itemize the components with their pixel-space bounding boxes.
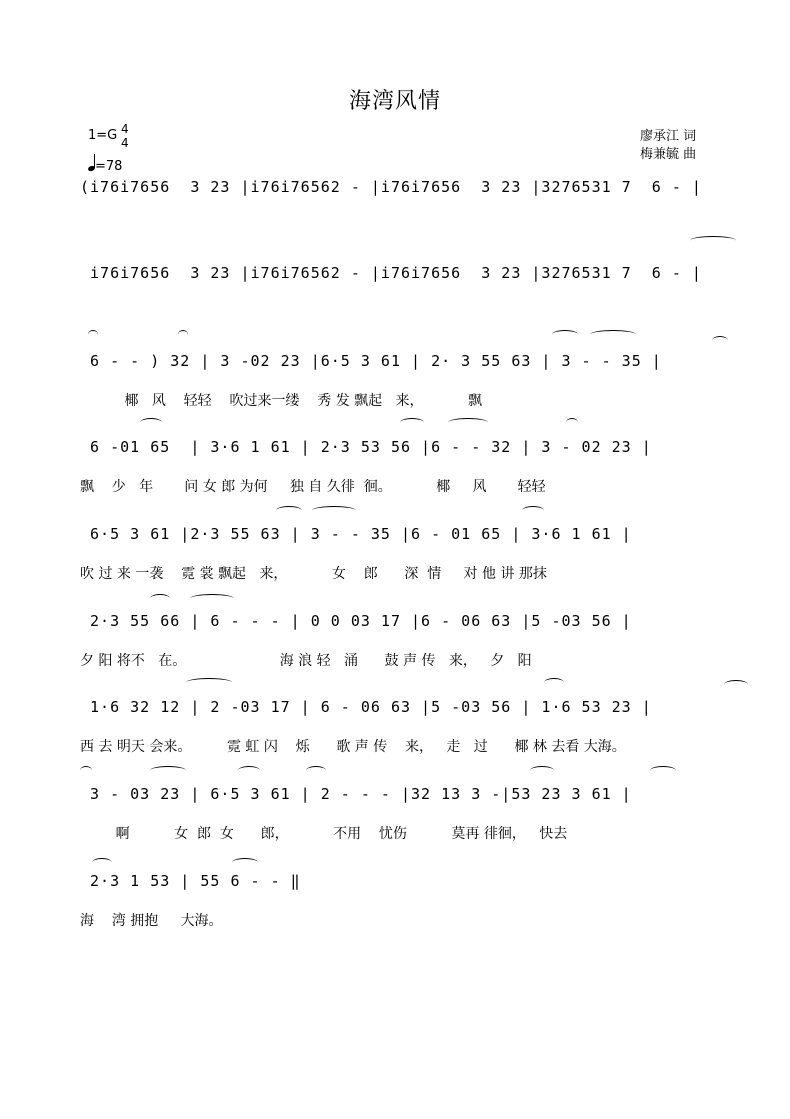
slur-mark: [150, 594, 170, 603]
tempo-value: =78: [95, 159, 123, 174]
jianpu-notation: 2·3 55 66 | 6 - - - | 0 0 03 17 |6 - 06 63 |5 -03 56 |: [80, 612, 632, 630]
slur-mark: [312, 506, 356, 515]
slur-mark: [80, 766, 92, 775]
jianpu-notation: 2·3 1 53 | 55 6 - - ‖: [80, 872, 301, 890]
slur-mark: [650, 766, 676, 775]
jianpu-notation: 6 - - ) 32 | 3 -02 23 |6·5 3 61 | 2· 3 55 63 | 3 - - 35 |: [80, 352, 662, 370]
slur-mark: [232, 858, 258, 867]
credits: [640, 128, 696, 164]
time-signature: [121, 122, 129, 150]
slur-mark: [186, 678, 232, 687]
notation-row: [80, 525, 740, 565]
notation-row: [80, 438, 740, 478]
slur-mark: [448, 418, 488, 427]
slur-mark: [566, 418, 578, 427]
song-title: 海湾风情: [348, 89, 441, 114]
slur-mark: [690, 236, 736, 245]
slur-mark: [276, 506, 302, 515]
notation-row: [80, 612, 740, 652]
slur-mark: [88, 330, 98, 339]
slur-mark: [238, 766, 260, 775]
slur-mark: [530, 766, 554, 775]
slur-mark: [140, 418, 162, 427]
slur-mark: [178, 330, 188, 339]
tempo-marking: [88, 154, 122, 174]
meter-bottom: 4: [121, 136, 129, 150]
jianpu-notation: 1·6 32 12 | 2 -03 17 | 6 - 06 63 |5 -03 56 | 1·6 53 23 |: [80, 698, 652, 716]
lyricist: 廖承江 词: [640, 129, 697, 144]
meter-top: 4: [121, 122, 129, 136]
slur-mark: [92, 858, 112, 867]
slur-mark: [150, 766, 186, 775]
slur-mark: [190, 594, 234, 603]
slur-mark: [552, 330, 578, 339]
lyric-line: 海 湾 拥抱 大海。: [80, 913, 223, 929]
slur-mark: [306, 766, 326, 775]
jianpu-notation: 6·5 3 61 |2·3 55 63 | 3 - - 35 |6 - 01 65 | 3·6 1 61 |: [80, 525, 632, 543]
slur-mark: [522, 506, 544, 515]
notation-row: [80, 264, 740, 304]
lyric-line: 飘 少 年 问 女 郎 为何 独 自 久徘 徊。 椰 风 轻轻: [80, 479, 546, 495]
jianpu-notation: i76i7656 3 23 |i76i76562 - |i76i7656 3 23 |3276531 7 6 - |: [80, 264, 702, 282]
jianpu-notation: 6 -01 65 | 3·6 1 61 | 2·3 53 56 |6 - - 32 | 3 - 02 23 |: [80, 438, 652, 456]
slur-mark: [400, 418, 424, 427]
notation-row: [80, 698, 740, 738]
jianpu-notation: (i76i7656 3 23 |i76i76562 - |i76i7656 3 23 |3276531 7 6 - |: [80, 178, 702, 196]
lyric-line: 夕 阳 将不 在。 海 浪 轻 涌 鼓 声 传 来， 夕 阳: [80, 653, 532, 669]
lyric-line: 椰 风 轻轻 吹过来一缕 秀 发 飘起 来， 飘: [80, 393, 483, 409]
slur-mark: [590, 330, 636, 339]
notation-row: [80, 872, 740, 912]
composer: 梅兼毓 曲: [640, 147, 697, 162]
notation-row: [80, 178, 740, 218]
key-signature: 1=G: [88, 128, 118, 143]
slur-mark: [544, 678, 564, 687]
slur-mark: [724, 680, 748, 689]
lyric-line: 啊 女 郎 女 郎， 不用 忧伤 莫再 徘徊， 快去: [80, 826, 568, 842]
slur-mark: [712, 336, 728, 345]
notation-row: [80, 352, 740, 392]
lyric-line: 吹 过 来 一袭 霓 裳 飘起 来， 女 郎 深 情 对 他 讲 那抹: [80, 566, 547, 582]
notation-row: [80, 785, 740, 825]
jianpu-notation: 3 - 03 23 | 6·5 3 61 | 2 - - - |32 13 3 -|53 23 3 61 |: [80, 785, 632, 803]
lyric-line: 西 去 明天 会来。 霓 虹 闪 烁 歌 声 传 来， 走 过 椰 林 去看 大海。: [80, 739, 626, 755]
